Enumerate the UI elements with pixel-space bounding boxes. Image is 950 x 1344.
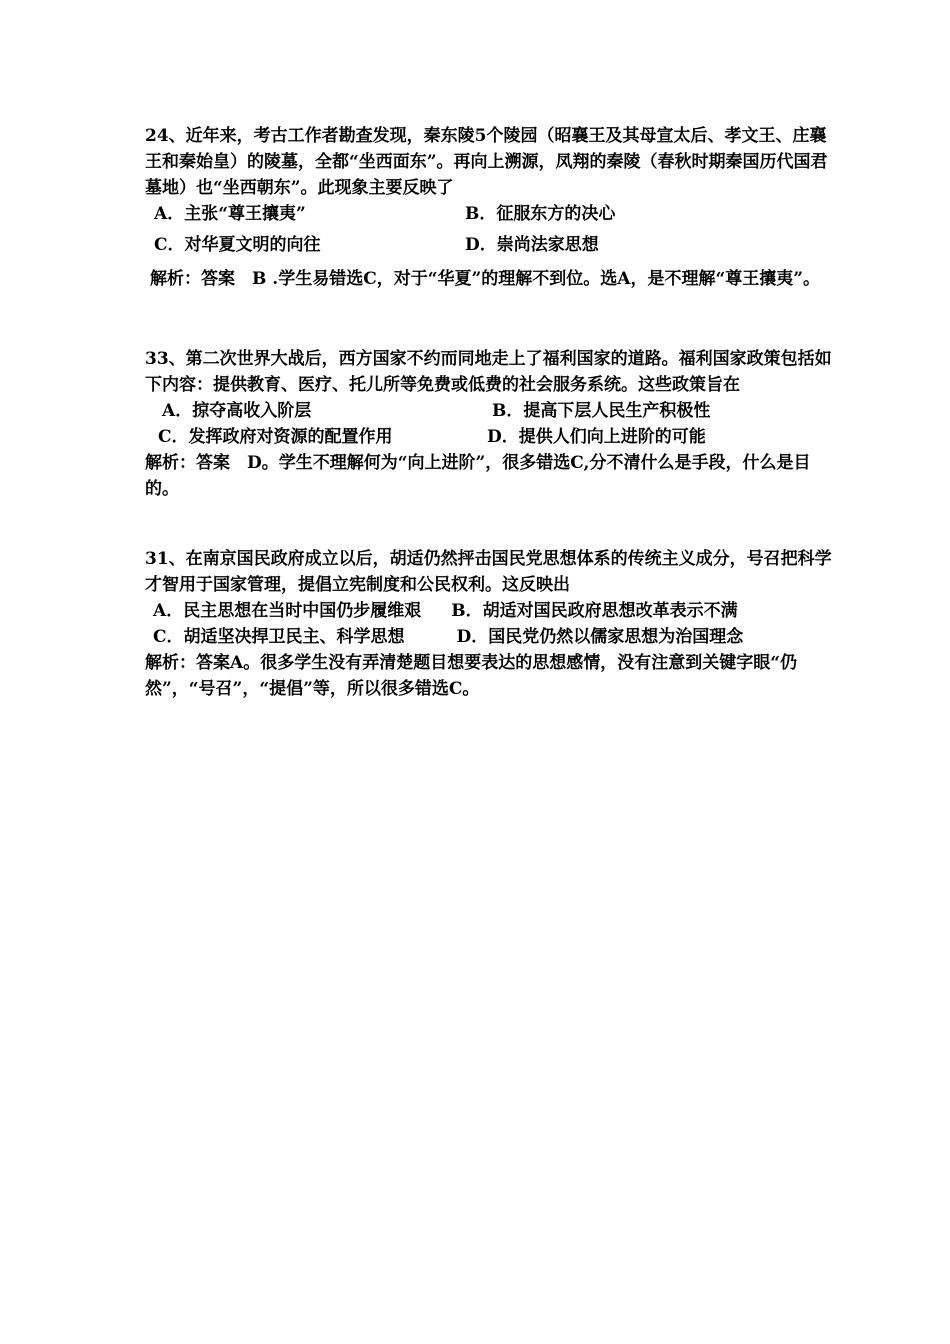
question-24: [145, 123, 835, 296]
question-33-option-b: B．提高下层人民生产积极性: [492, 401, 711, 421]
question-31-option-a: A．民主思想在当时中国仍步履维艰: [153, 601, 422, 621]
question-33-options-row-1: [145, 398, 835, 424]
question-24-stem: 24、近年来，考古工作者勘查发现，秦东陵5个陵园（昭襄王及其母宣太后、孝文王、庄襄王和秦始皇）的陵墓，全都“坐西面东”。再向上溯源，凤翔的秦陵（春秋时期秦国历代国君墓地）也“坐西朝东”。此现象主要反映了: [145, 126, 828, 198]
question-31-option-c: C．胡适坚决捍卫民主、科学思想: [153, 627, 405, 647]
question-33-option-a: A．掠夺高收入阶层: [162, 401, 312, 421]
question-31-analysis: 解析：答案A。很多学生没有弄清楚题目想要表达的思想感情，没有注意到关键字眼“仍然”，“号召”，“提倡”等，所以很多错选C。: [145, 653, 797, 699]
question-33-option-d: D．提供人们向上进阶的可能: [487, 427, 706, 447]
question-24-option-d: D．崇尚法家思想: [465, 235, 599, 255]
question-33-option-c: C．发挥政府对资源的配置作用: [158, 427, 393, 447]
question-31-stem: 31、在南京国民政府成立以后，胡适仍然抨击国民党思想体系的传统主义成分，号召把科学才智用于国家管理，提倡立宪制度和公民权利。这反映出: [145, 549, 832, 595]
question-24-option-b: B．征服东方的决心: [465, 204, 616, 224]
question-31: [145, 546, 835, 702]
question-24-option-c: C．对华夏文明的向往: [154, 235, 321, 255]
question-33-options-row-2: [145, 424, 835, 450]
question-31-options-block-2: [145, 624, 835, 650]
question-33: [145, 346, 835, 502]
question-33-stem: 33、第二次世界大战后，西方国家不约而同地走上了福利国家的道路。福利国家政策包括如下内容：提供教育、医疗、托儿所等免费或低费的社会服务系统。这些政策旨在: [145, 349, 832, 395]
question-24-option-a: A．主张“尊王攘夷”: [154, 204, 306, 224]
question-24-analysis: 解析：答案 B .学生易错选C，对于“华夏”的理解不到位。选A，是不理解“尊王攘夷”。: [150, 269, 821, 289]
question-31-option-b: B．胡适对国民政府思想改革表示不满: [451, 601, 738, 621]
question-24-options-row-2: [145, 232, 835, 258]
question-31-options-block-1: [145, 598, 835, 624]
question-33-analysis: 解析：答案 D。学生不理解何为“向上进阶”，很多错选C,分不清什么是手段，什么是目的。: [145, 453, 811, 499]
question-31-option-d: D．国民党仍然以儒家思想为治国理念: [456, 627, 744, 647]
question-24-options-row-1: [145, 201, 835, 227]
